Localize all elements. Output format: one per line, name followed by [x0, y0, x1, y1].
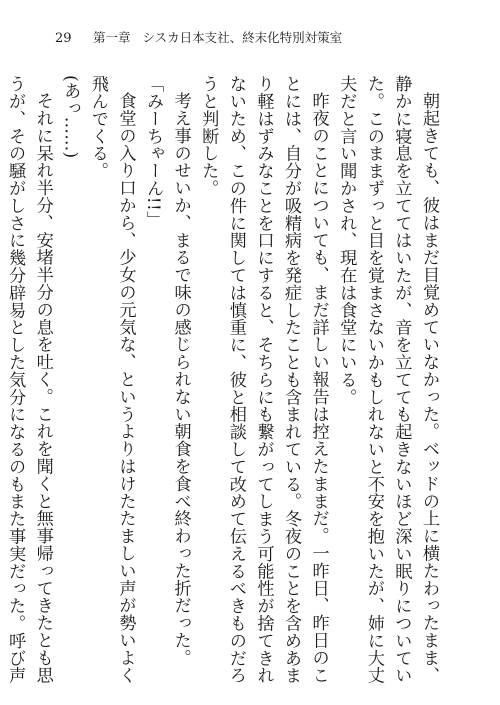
- page-number: 29: [55, 31, 72, 46]
- chapter-label: 第一章: [93, 30, 131, 45]
- chapter-title: シスカ日本支社、終末化特別対策室: [142, 30, 343, 45]
- running-header: [55, 28, 342, 48]
- paragraph-girl-description: それに呆れ半分、安堵半分の息を吐く。これを聞くと無事帰ってきたとも思うが、その騒がしさに幾分辟易とした気分になるのもまた事実だった。呼び声: [5, 75, 53, 684]
- paragraph-entrance-voice: 食堂の入り口から、少女の元気な、というよりはけたたましい声が勢いよく飛んでくる。: [87, 75, 136, 684]
- vertical-body-text: [5, 75, 442, 685]
- dialogue-call: 「みーちゃーん!!」: [143, 75, 164, 229]
- paragraph-report: 昨夜のことについても、まだ詳しい報告は控えたままだ。一昨日、昨日のことには、自分が吸精病を発症したことも含まれている。冬夜のことを含めあまり軽はずみなことを口にすると、そちらにも繋がってしまう可能性が捨てきれないため、この件に関しては慎重に、彼と相談して改めて伝えるべきものだろうと判断した。: [198, 75, 329, 684]
- paragraph-waking: 朝起きても、彼はまだ目覚めていなかった。ベッドの上に横たわったまま、静かに寝息を立ててはいたが、音を立てても起きないほど深い眠りについていた。このままずっと目を覚まさないかもしれないと不安を抱いたが、姉に大丈夫だと言い聞かされ、現在は食堂にいる。: [336, 75, 439, 684]
- paragraph-breakfast: 考え事のせいか、まるで味の感じられない朝食を食べ終わった折だった。: [170, 92, 191, 667]
- inner-thought: (あっ……): [60, 75, 81, 159]
